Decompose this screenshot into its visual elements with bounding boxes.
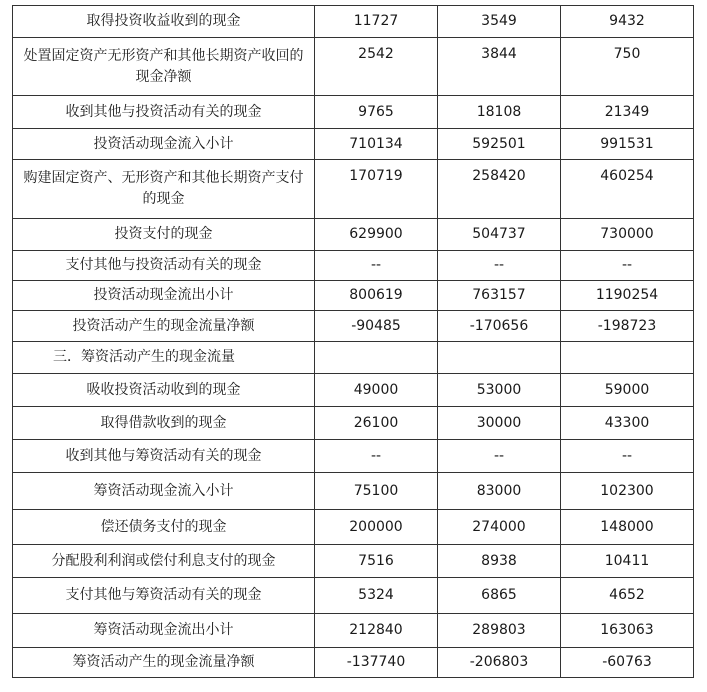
value-cell-col-1: 11727 [315,6,438,38]
table-row [13,648,694,678]
section-header-row [13,342,694,374]
row-label: 分配股利利润或偿付利息支付的现金 [13,545,315,578]
row-label: 购建固定资产、无形资产和其他长期资产支付的现金 [13,160,315,219]
value-cell-col-1: -- [315,251,438,281]
row-label: 吸收投资活动收到的现金 [13,374,315,407]
value-cell-col-3: 10411 [561,545,694,578]
value-cell-col-1: -- [315,440,438,473]
value-cell-col-3: 4652 [561,578,694,614]
row-label: 收到其他与投资活动有关的现金 [13,96,315,129]
row-label: 投资活动产生的现金流量净额 [13,311,315,342]
value-cell-col-3: 21349 [561,96,694,129]
value-cell-col-2: 8938 [438,545,561,578]
table-row [13,219,694,251]
value-cell-col-2: 763157 [438,281,561,311]
value-cell-col-2: 3549 [438,6,561,38]
value-cell-col-1: 5324 [315,578,438,614]
value-cell-col-2: 30000 [438,407,561,440]
row-label: 支付其他与投资活动有关的现金 [13,251,315,281]
value-cell-col-3: 991531 [561,129,694,160]
value-cell-col-2: 504737 [438,219,561,251]
table-row [13,160,694,219]
table-row [13,38,694,96]
table-row [13,578,694,614]
value-cell-col-2 [438,342,561,374]
value-cell-col-3: -- [561,251,694,281]
value-cell-col-2: 274000 [438,510,561,545]
value-cell-col-3: 43300 [561,407,694,440]
row-label: 筹资活动产生的现金流量净额 [13,648,315,678]
table-row [13,473,694,510]
value-cell-col-3: 102300 [561,473,694,510]
row-label: 取得借款收到的现金 [13,407,315,440]
value-cell-col-2: 53000 [438,374,561,407]
value-cell-col-2: 18108 [438,96,561,129]
value-cell-col-3: -60763 [561,648,694,678]
value-cell-col-1: 7516 [315,545,438,578]
cash-flow-table [12,5,694,678]
value-cell-col-1: 200000 [315,510,438,545]
value-cell-col-3: 1190254 [561,281,694,311]
value-cell-col-3: -- [561,440,694,473]
table-row [13,440,694,473]
value-cell-col-3: 750 [561,38,694,96]
row-label: 投资活动现金流入小计 [13,129,315,160]
table-row [13,374,694,407]
value-cell-col-3: 9432 [561,6,694,38]
row-label: 收到其他与筹资活动有关的现金 [13,440,315,473]
table-row [13,510,694,545]
value-cell-col-2: 592501 [438,129,561,160]
table-row [13,6,694,38]
value-cell-col-1: 49000 [315,374,438,407]
value-cell-col-1: 629900 [315,219,438,251]
value-cell-col-2: -170656 [438,311,561,342]
value-cell-col-3: 460254 [561,160,694,219]
table-row [13,129,694,160]
value-cell-col-3: 59000 [561,374,694,407]
table-row [13,545,694,578]
value-cell-col-3: -198723 [561,311,694,342]
value-cell-col-1: 800619 [315,281,438,311]
row-label: 筹资活动现金流入小计 [13,473,315,510]
value-cell-col-1: 2542 [315,38,438,96]
value-cell-col-1: -137740 [315,648,438,678]
value-cell-col-2: 3844 [438,38,561,96]
value-cell-col-2: 83000 [438,473,561,510]
value-cell-col-2: -- [438,251,561,281]
value-cell-col-2: 6865 [438,578,561,614]
cash-flow-table-container [12,5,693,687]
row-label: 取得投资收益收到的现金 [13,6,315,38]
value-cell-col-3 [561,342,694,374]
row-label: 偿还债务支付的现金 [13,510,315,545]
cash-flow-table-body [13,6,694,678]
table-row [13,407,694,440]
value-cell-col-1: 75100 [315,473,438,510]
value-cell-col-1: -90485 [315,311,438,342]
row-label: 处置固定资产无形资产和其他长期资产收回的现金净额 [13,38,315,96]
section-title: 三．筹资活动产生的现金流量 [13,342,315,374]
value-cell-col-3: 148000 [561,510,694,545]
value-cell-col-3: 730000 [561,219,694,251]
row-label: 筹资活动现金流出小计 [13,614,315,648]
value-cell-col-2: 289803 [438,614,561,648]
value-cell-col-1: 9765 [315,96,438,129]
value-cell-col-2: -206803 [438,648,561,678]
table-row [13,251,694,281]
table-row [13,281,694,311]
value-cell-col-1: 212840 [315,614,438,648]
value-cell-col-1 [315,342,438,374]
table-row [13,96,694,129]
row-label: 支付其他与筹资活动有关的现金 [13,578,315,614]
value-cell-col-1: 26100 [315,407,438,440]
value-cell-col-2: 258420 [438,160,561,219]
row-label: 投资活动现金流出小计 [13,281,315,311]
value-cell-col-3: 163063 [561,614,694,648]
row-label: 投资支付的现金 [13,219,315,251]
table-row [13,311,694,342]
value-cell-col-2: -- [438,440,561,473]
table-row [13,614,694,648]
value-cell-col-1: 170719 [315,160,438,219]
value-cell-col-1: 710134 [315,129,438,160]
